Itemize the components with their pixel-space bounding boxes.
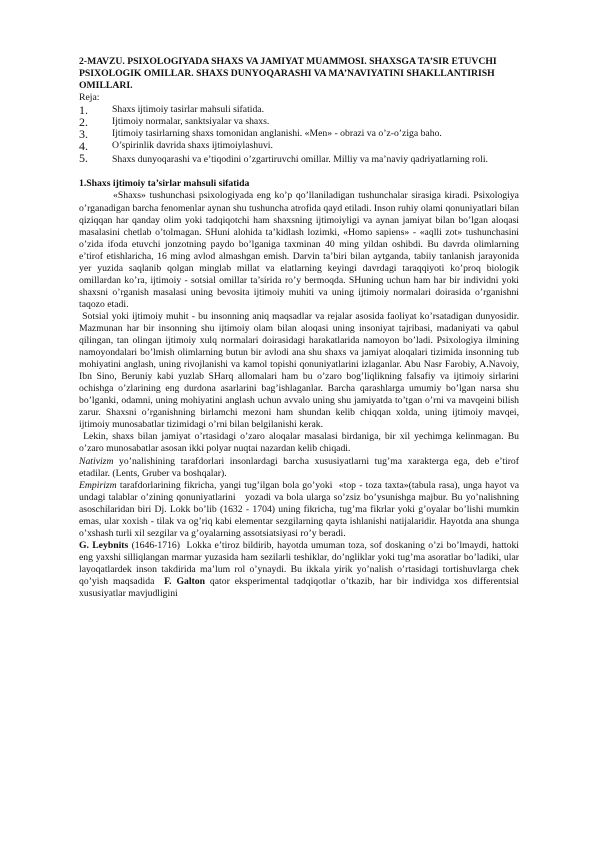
- plan-item-number: 2.: [79, 115, 88, 130]
- paragraph-text: tarafdorlarining fikricha, yangi tug’ilgan bola go’yoki «top - toza taxta»(tabula rasa), unga hayot va undagi talablar o’zining qonuniyatlarini yozadi va bola ularga so’zsiz bo’ysunishga majbur. Bu yo’nalishning asoschilaridan biri Dj. Lokk bo’lib (1632 - 1704) uning fikricha, tug’ma fikrlar yoki g’oyalar bo’lishi mumkin emas, ular xoxish - tilak va og’riq kabi elementar sezgilarning qayta ishlanishi natijalaridir. Hayotda ana shunga o’xshash turli xil sezgilar va g’oyalarning assotsiatsiyasi ro’y beradi.: [79, 479, 522, 539]
- plan-item: [79, 116, 519, 128]
- paragraph-text: (1646-1716) Lokka e’tiroz bildirib, hayotda umuman toza, sof doskaning o’zi bo’lmaydi, hattoki eng yaxshi silliqlangan marmar yuzasida ham sezilarli teshiklar, do’ngliklar yoki tug’ma asoratlar bo’ladiki, ular layoqatlardek inson takdirida ma’lum rol o’ynaydi. Bu ikkala yirik yo’nalish o’rtasidagi tortishuvlarga chek qo’yish maqsadida: [79, 539, 522, 587]
- plan-item: [79, 104, 519, 116]
- plan-item-text: Shaxs dunyoqarashi va e’tiqodini o’zgartiruvchi omillar. Milliy va ma’naviy qadriyatlarning roli.: [112, 154, 488, 166]
- term-empirizm: Empirizm: [79, 479, 117, 491]
- plan-item: [79, 140, 519, 152]
- name-leybnits: G. Leybnits: [79, 539, 129, 551]
- plan-item-number: 3.: [79, 127, 88, 142]
- plan-label: Reja:: [79, 92, 100, 104]
- body-paragraph: [79, 455, 522, 480]
- document-title: 2-MAVZU. PSIXOLOGIYADA SHAXS VA JAMIYAT MUAMMOSI. SHAXSGA TA’SIR ETUVCHI PSIXOLOGIK OMILLAR. SHAXS DUNYOQARASHI VA MA’NAVIYATINI SHAKLLANTIRISH OMILLARI.: [79, 56, 497, 92]
- document-page: [79, 56, 522, 600]
- plan-item-text: Shaxs ijtimoiy tasirlar mahsuli sifatida.: [112, 104, 265, 116]
- plan-item-text: Ijtimoiy normalar, sanktsiyalar va shaxs.: [112, 116, 270, 128]
- term-nativizm: Nativizm: [79, 455, 114, 467]
- body-paragraph: Sotsial yoki ijtimoiy muhit - bu insonning aniq maqsadlar va rejalar asosida faoliyat ko’rsatadigan dunyosidir. Mazmunan har bir insonning shu ijtimoiy olam bilan aloqasi uning insoniyat tajribasi, madaniyati va qabul qilingan, tan olingan ijtimoiy xulq normalari doirasidagi harakatlarida namoyon bo’ladi. Psixologiya ilmining namoyondalari bo’lmish olimlarning butun bir avlodi ana shu shaxs va jamiyat aloqalari tizimida insonning tub mohiyatini anglash, uning rivojlanishi va kamol topishi qonuniyatlarini izlaganlar. Abu Nasr Farobiy, A.Navoiy, Ibn Sino, Beruniy kabi yuzlab SHarq allomalari ham bu o’zaro bog’liqlikning falsafiy va ijtimoiy sirlarini ochishga o’zlarining eng durdona asarlarini bag’ishlaganlar. Barcha qarashlarga umumiy bo’lgan narsa shu bo’lganki, odamni, uning mohiyatini anglash uchun avvalo uning shu jamiyatda to’tgan o’rni va mavqeini bilish zarur. Shaxsni o’rganishning birlamchi mezoni ham shundan kelib chiqqan xolda, uning ijtimoiy mavqei, ijtimoiy munosabatlar tizimidagi o’rni bilan belgilanishi kerak.: [79, 310, 522, 431]
- paragraph-text: qator eksperimental tadqiqotlar o’tkazib, har bir individga xos differentsial xususiyatlar mavjudligini: [79, 575, 522, 600]
- paragraph-text: yo’nalishining tarafdorlari insonlardagi barcha xususiyatlarni tug’ma xarakterga ega, deb e’tirof etadilar. (Lents, Gruber va boshqalar).: [79, 455, 522, 479]
- section-heading: 1.Shaxs ijtimoiy ta’sirlar mahsuli sifatida: [79, 178, 250, 190]
- body-paragraph: Lekin, shaxs bilan jamiyat o’rtasidagi o’zaro aloqalar masalasi birdaniga, bir xil yechimga kelinmagan. Bu o’zaro munosabatlar asosan ikki polyar nuqtai nazardan kelib chiqadi.: [79, 431, 522, 455]
- body-paragraph: «Shaxs» tushunchasi psixologiyada eng ko’p qo’llaniladigan tushunchalar sirasiga kiradi. Psixologiya o’rganadigan barcha fenomenlar aynan shu tushuncha atrofida qayd etiladi. Inson ruhiy olami qonuniyatlari bilan qiziqqan har qanday olim yoki tadqiqotchi ham shaxsning ijtimoiyligi va aynan jamiyat bilan bo’lgan aloqasi masalasini chetlab o’tolmagan. SHuni alohida ta’kidlash lozimki, «Homo sapiens» - «aqlli zot» tushunchasini o’zida ifoda etuvchi jonzotning paydo bo’lganiga taxminan 40 ming yildan oshibdi. Bu davrda olimlarning e’tirof etishlaricha, 16 ming avlod almashgan emish. Darvin ta’biri bilan aytganda, tabiiy tanlanish jarayonida yer yuzida saqlanib qolgan minglab millat va elatlarning keyingi davrdagi taraqqiyoti ko’proq biologik omillardan ko’ra, ijtimoiy - sotsial omillar ta’sirida ro’y bermoqda. SHuning uchun ham har bir individni yoki shaxsni o’rganish masalasi uning bevosita ijtimoiy muhiti va uning ijtimoiy normalari doirasida o’rganishni taqozo etadi.: [79, 190, 519, 310]
- body-paragraph: [79, 479, 522, 540]
- name-galton: F. Galton: [164, 575, 206, 587]
- plan-item-number: 4.: [79, 139, 88, 154]
- plan-item-text: O’spirinlik davrida shaxs ijtimoiylashuvi.: [112, 140, 273, 152]
- plan-item: [79, 152, 519, 166]
- body-paragraph: [79, 539, 522, 600]
- plan-item-text: Ijtimoiy tasirlarning shaxs tomonidan anglanishi. «Men» - obrazi va o’z-o’ziga baho.: [112, 128, 442, 140]
- plan-item-number: 5.: [79, 151, 88, 166]
- plan-item-number: 1.: [79, 103, 88, 118]
- plan-item: [79, 128, 519, 140]
